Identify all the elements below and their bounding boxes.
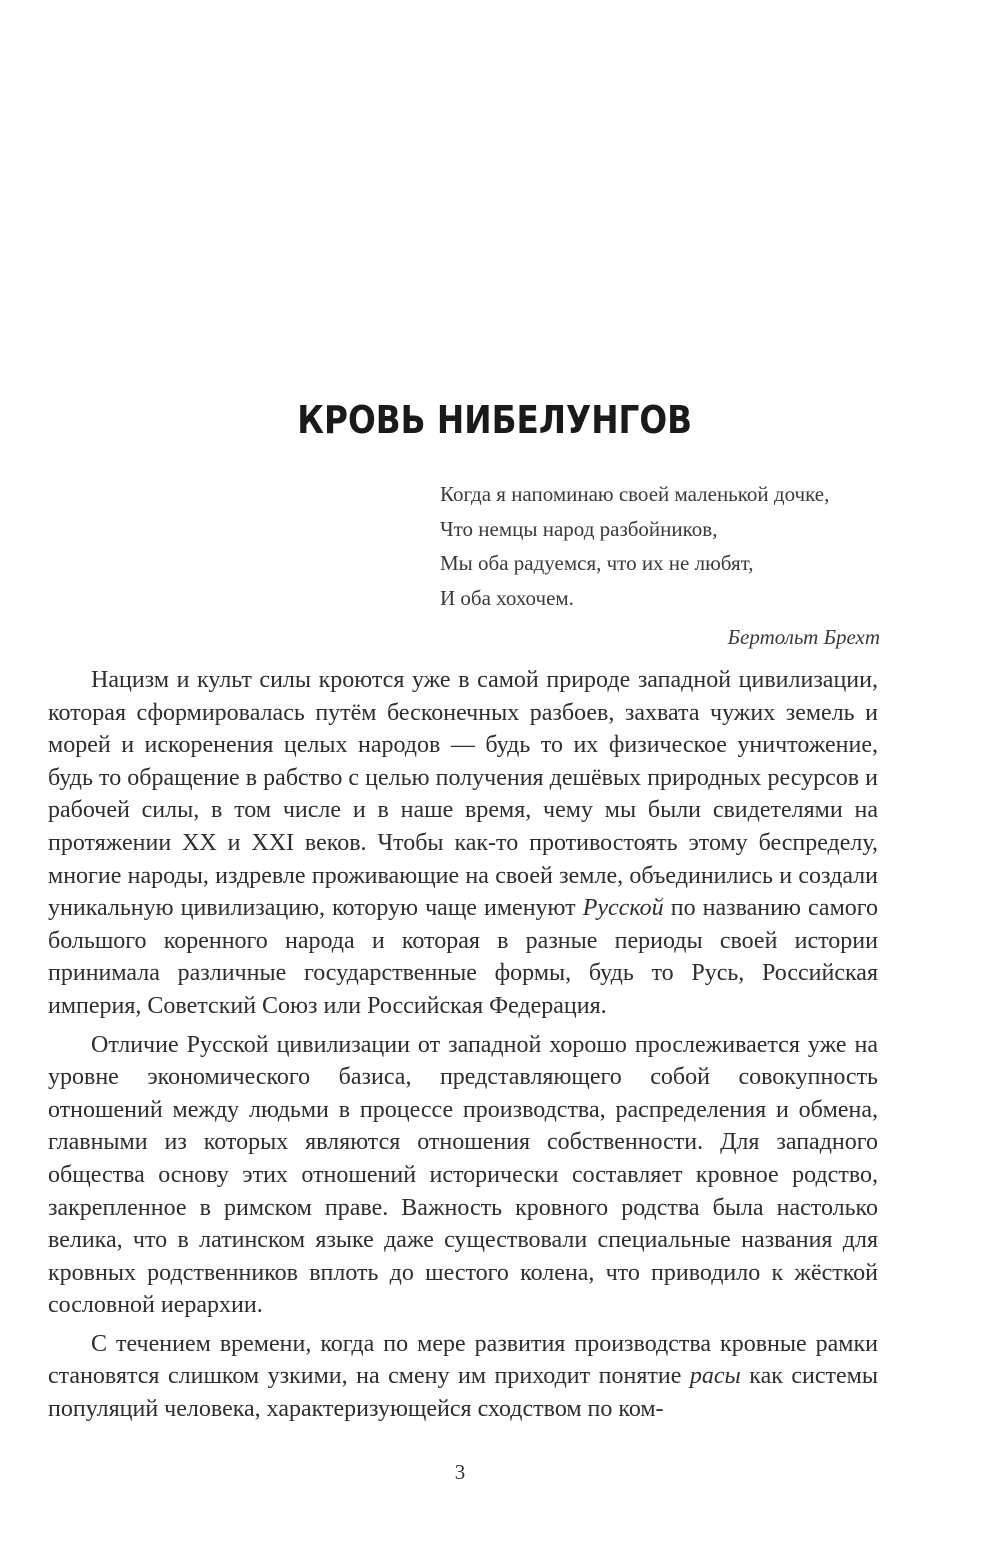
epigraph-line: Что немцы народ разбойников,	[440, 516, 718, 541]
epigraph-line: И оба хохочем.	[440, 585, 574, 610]
paragraph-1	[48, 664, 878, 1023]
epigraph-line: Когда я напоминаю своей маленькой дочке,	[440, 482, 830, 506]
paragraph-2: Отличие Русской цивилизации от западной хорошо прослеживается уже на уровне экономического базиса, представляющего собой совокупность отношений между людьми в процессе производства, распределения и обмена, главными из которых являются отношения собственности. Для западного общества основу этих отношений исторически составляет кровное родство, закрепленное в римском праве. Важность кровного родства была настолько велика, что в латинском языке даже существовали специальные названия для кровных родственников вплоть до шестого колена, что приводило к жёсткой сословной иерархии.	[48, 1031, 878, 1319]
page-number: 3	[454, 1460, 466, 1484]
epigraph-line: Мы оба радуемся, что их не любят,	[440, 551, 754, 575]
paragraph-1-emphasis: Русской	[582, 895, 664, 922]
body-text	[48, 664, 878, 1432]
epigraph	[440, 477, 880, 654]
paragraph-1-part-b: по названию самого большого коренного народа и которая в разные периоды своей истории принимала различные государственные формы, будь то Русь, Российская империя, Советский Союз или Российская Федерация.	[48, 895, 878, 1019]
paragraph-1-part-a: Нацизм и культ силы кроются уже в самой природе западной цивилизации, которая сформировалась путём бесконечных разбоев, захвата чужих земель и морей и искоренения целых народов — будь то их физическое уничтожение, будь то обращение в рабство с целью получения дешёвых природных ресурсов и рабочей силы, в том числе и в наше время, чему мы были свидетелями на протяжении XX и XXI веков. Чтобы как-то противостоять этому беспределу, многие народы, издревле проживающие на своей земле, объединились и создали уникальную цивилизацию, которую чаще именуют	[48, 667, 878, 922]
paragraph-3-part-b: как системы популяций человека, характеризующейся сходством по ком-	[48, 1363, 878, 1423]
paragraph-3	[48, 1328, 878, 1426]
paragraph-3-emphasis: расы	[689, 1363, 741, 1390]
epigraph-author: Бертольт Брехт	[727, 625, 880, 649]
paragraph-3-part-a: С течением времени, когда по мере развития производства кровные рамки становятся слишком узкими, на смену им приходит понятие	[48, 1330, 878, 1390]
chapter-title: КРОВЬ НИБЕЛУНГОВ	[297, 398, 693, 442]
